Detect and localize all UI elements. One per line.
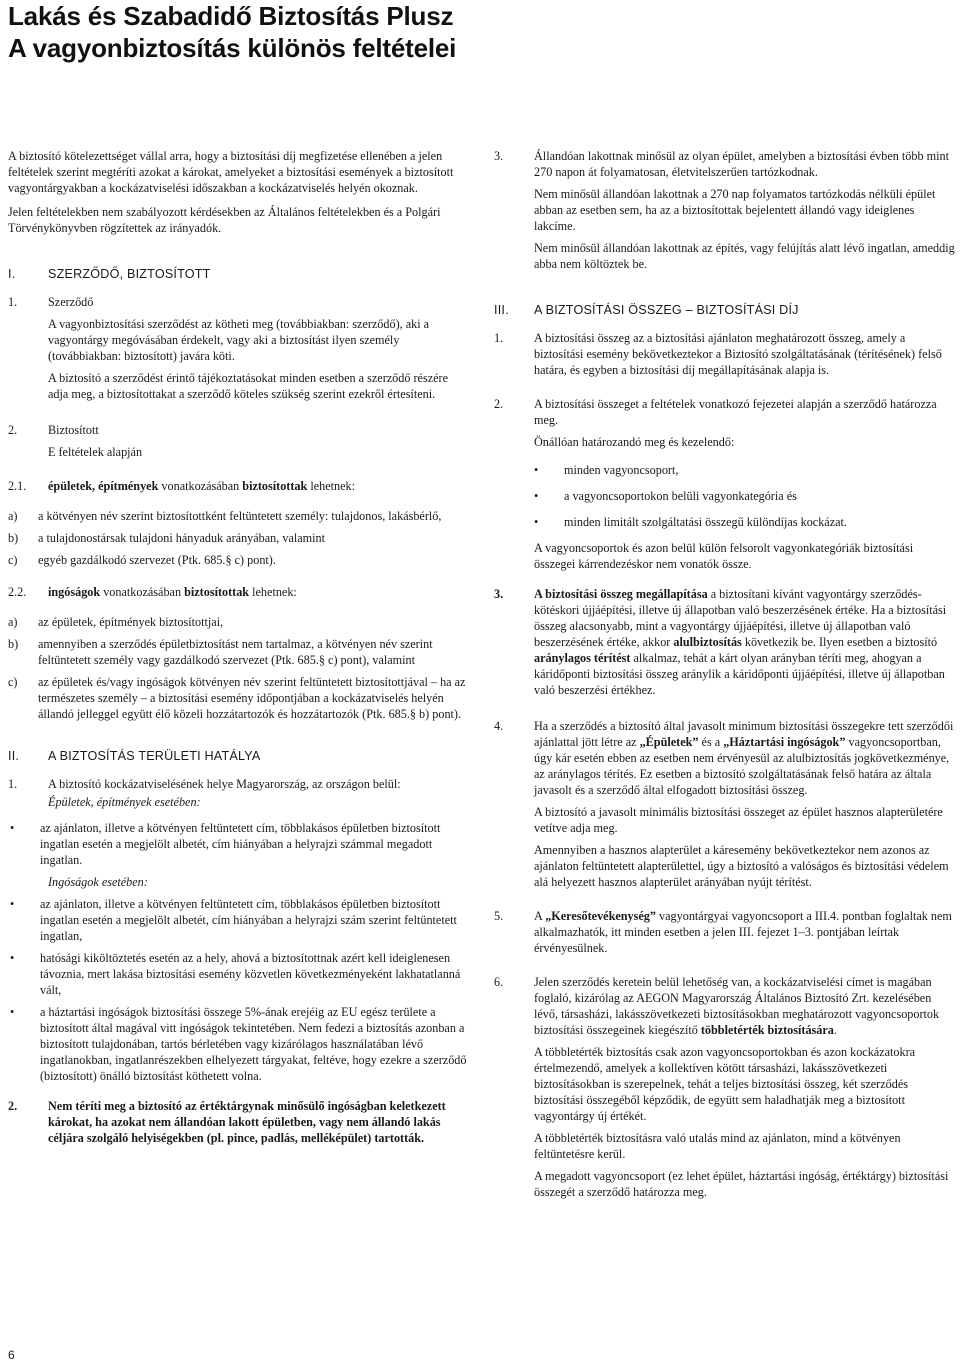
item-paragraph: E feltételek alapján (48, 445, 143, 459)
item-paragraph: Ha a szerződés a biztosító által javasolt minimum biztosítási összegekre tett szerződői ajánlattal jött létre az „Épületek” és a „Háztartási ingóságok” vagyoncsoportban, úgy kár esetén ebben az esetben nem érvényesül az alulbiztosítás jogkövetkezménye, az aránylagos térítés. Ez esetben a biztosító szolgáltatásának felső határa az általa javasolt és a szerződő által elfogadott biztosítási összeg. (534, 719, 954, 797)
item-2-1: 2.1. épületek, építmények vonatkozásában biztosítottak lehetnek: (8, 478, 470, 500)
item-osszeg-6: 6. Jelen szerződés keretein belül lehetőség van, a kockázatviselési címet is magában foglaló, kizárólag az AEGON Magyarország Általános Biztosító Zrt. kezelésében lévő, társasházi, lakásszövetkezeti biztosításokban meghatározott vagyoncsoportok biztosítási összegeinek kiegészítő többletérték biztosítására. A többletérték biztosítás csak azon vagyoncsoportokban és azon kockázatokra értelmezendő, amelyek a kollektíven kötött társasházi, lakásszövetkezeti biztosításokban is szerepelnek, tehát a teljes biztosítási összeg, két szerződés biztosítási összegéből képződik, de együtt sem haladhatják meg a biztosított vagyontárgy új értékét. A többletérték biztosításra való utalás mind az ajánlaton, mind a kötvényen feltüntetésre kerül. A megadott vagyoncsoport (ez lehet épület, háztartási ingóság, értéktárgy) biztosítási összegét a szerződő határozza meg. (494, 974, 956, 1206)
item-paragraph: épületek, építmények vonatkozásában biztosítottak lehetnek: (48, 479, 356, 493)
bullet-item: • a háztartási ingóságok biztosítási összege 5%-ának erejéig az EU egész területe a biztosított által magával vitt ingóságok tekintetében. Nem fedezi a biztosítás azonban a biztosított tulajdonában, tartós bérletében vagy kizárólagos használatában lévő ingatlanokban, ingatlanrészekben elhelyezett tárgyakat, feltéve, hogy ezekre a szerződő (biztosított) önálló biztosítást köthetett volna. (10, 1005, 467, 1083)
item-paragraph: Állandóan lakottnak minősül az olyan épület, amelyben a biztosítási évben több mint 270 napon át folyamatosan, életvitelszerűen tartózkodnak. (534, 149, 949, 179)
item-teruleti-2: 2. Nem téríti meg a biztosító az értéktárgynak minősülő ingóságban keletkezett károkat, ha azokat nem állandóan lakott épületben, vagy nem állandó lakás céljára szolgáló helyiségekben (pl. pince, padlás, melléképület) tartották. (8, 1098, 470, 1152)
right-column (494, 148, 956, 1214)
item-osszeg-2: 2. A biztosítási összeget a feltételek vonatkozó fejezetei alapján a szerződő határozza meg. Önállóan határozandó meg és kezelendő: (494, 396, 956, 456)
item-paragraph: A többletérték biztosítás csak azon vagyoncsoportokban és azon kockázatokra értelmezendő, amelyek a kollektíven kötött társasházi, lakásszövetkezeti biztosításokban is szerepelnek, tehát a teljes biztosítási összeg, két szerződés biztosítási összegéből képződik, de együtt sem haladhatják meg a biztosított vagyontárgy új értékét. (534, 1045, 916, 1123)
item-paragraph: A vagyoncsoportok és azon belül külön felsorolt vagyonkategóriák biztosítási összegei kárrendezéskor nem vonatók össze. (534, 541, 914, 571)
item-paragraph: A biztosító a szerződést érintő tájékoztatásokat minden esetben a szerződő részére adja meg, a biztosítottakat a szerződő köteles szükség szerint ezekről értesíteni. (48, 371, 448, 401)
item-szerzodo: 1. Szerződő A vagyonbiztosítási szerződést az kötheti meg (továbbiakban: szerződő), aki a vagyontárgy megóvásában érdekelt, vagy aki a biztosítást ilyen személy (továbbiakban: biztosított) javára köti. A biztosító a szerződést érintő tájékoztatásokat minden esetben a szerződő részére adja meg, a biztosítottakat a szerződő köteles szükség szerint ezekről értesíteni. (8, 294, 470, 408)
bullet-item: • hatósági kiköltöztetés esetén az a hely, ahová a biztosítottnak azért kell ideiglenesen távoznia, mert lakása biztosítási esemény közvetlen következményeként lakhatatlanná vált, (10, 951, 461, 997)
item-biztositott: 2. Biztosított E feltételek alapján (8, 422, 470, 466)
item-osszeg-5: 5. A „Keresőtevékenység” vagyontárgyai vagyoncsoport a III.4. pontban foglaltak nem alkalmazhatók, itt minden esetben a jelen III. fejezet 1–3. pontjában leírtak érvényesülnek. (494, 908, 956, 962)
item-title: Szerződő (48, 295, 94, 309)
item-paragraph: Önállóan határozandó meg és kezelendő: (534, 435, 735, 449)
item-allandoan-lakott: 3. Állandóan lakottnak minősül az olyan épület, amelyben a biztosítási évben több mint 270 napon át folyamatosan, életvitelszerűen tartózkodnak. Nem minősül állandóan lakottnak a 270 nap folyamatos tartózkodás nélküli épület abban az esetben sem, ha az a biztosítottak bejelentett állandó vagy ideiglenes lakcíme. Nem minősül állandóan lakottnak az építés, vagy felújítás alatt lévő ingatlan, ameddig abba nem költöztek be. (494, 149, 955, 271)
item-paragraph: A biztosító kockázatviselésének helye Magyarország, az országon belül: (48, 777, 401, 791)
item-paragraph: A biztosító a javasolt minimális biztosítási összeget az épület hasznos alapterületére vetítve adja meg. (534, 805, 943, 835)
item-paragraph: A megadott vagyoncsoport (ez lehet épület, háztartási ingóság, értéktárgy) biztosítási összegét a szerződő határozza meg. (534, 1169, 949, 1199)
section-heading-1: I. SZERZŐDŐ, BIZTOSÍTOTT (8, 267, 211, 281)
ingosag-label: Ingóságok esetében: (48, 875, 148, 889)
left-column (8, 148, 470, 1160)
intro-paragraph-1: A biztosító kötelezettséget vállal arra, hogy a biztosítási díj megfizetése ellenében a jelen feltételek szerint megtéríti azokat a károkat, amelyeket a biztosítási események a biztosított vagyontárgyakban a kockázatviselési időszakban a kockázatviselés helyén okoznak. (8, 149, 454, 195)
bullet-item: • az ajánlaton, illetve a kötvényen feltüntetett cím, többlakásos épületben biztosított ingatlan esetén a megjelölt albetét, cím hiányában a helyrajzi szám szerint feltüntetett ingatlan, (10, 897, 457, 943)
item-paragraph: Nem téríti meg a biztosító az értéktárgynak minősülő ingóságban keletkezett károkat, ha azokat nem állandóan lakott épületben, vagy nem állandó lakás céljára szolgáló helyiségekben (pl. pince, padlás, melléképület) tartották. (48, 1099, 446, 1145)
intro-paragraph-2: Jelen feltételekben nem szabályozott kérdésekben az Általános feltételekben és a Polgári Törvénykönyvben rögzítettek az irányadók. (8, 205, 441, 235)
page-number: 6 (8, 1348, 15, 1362)
sub-item: b) a tulajdonostársak tulajdoni hányaduk arányában, valamint (8, 531, 325, 545)
item-osszeg-1: 1. A biztosítási összeg az a biztosítási ajánlaton meghatározott összeg, amely a biztosítási esemény bekövetkeztekor a Biztosító szolgáltatásának (térítésének) felső határa, és egyben a biztosítási díj megállapításának alapja is. (494, 330, 956, 384)
sub-item: a) a kötvényen név szerint biztosítottként feltüntetett személy: tulajdonos, lakásbérlő, (8, 509, 442, 523)
sub-item: b) amennyiben a szerződés épületbiztosítást nem tartalmaz, a kötvényen név szerint feltüntetett személy vagy gazdálkodó szervezet (Ptk. 685.§ c) pont), valamint (8, 637, 433, 667)
item-paragraph: A biztosítási összeget a feltételek vonatkozó fejezetei alapján a szerződő határozza meg. (534, 397, 937, 427)
sub-item: c) az épületek és/vagy ingóságok kötvényen név szerint feltüntetett biztosítottjával – ha az természetes személy – a biztosítási esemény időpontjában a kockázatviselés helyén állandó jelleggel együtt élő közeli hozzátartozók és hozzátartozók (Ptk. 685.§ b) pont). (8, 675, 466, 721)
item-paragraph: Nem minősül állandóan lakottnak a 270 nap folyamatos tartózkodás nélküli épület abban az esetben sem, ha az a biztosítottak bejelentett állandó vagy ideiglenes lakcíme. (534, 187, 936, 233)
item-paragraph: A biztosítási összeg megállapítása a biztosítani kívánt vagyontárgy szerződés-kötéskori újjáépítési, illetve új állapotban való beszerzésének értéke. Ha a biztosítási összeg alacsonyabb, mint a vagyontárgy újjáépítési, illetve új állapotban való beszerzésének értéke, akkor alulbiztosítás következik be. Ilyen esetben a biztosító aránylagos térítést alkalmaz, tehát a kárt olyan arányban téríti meg, ahogyan a káridőponti biztosítási összeg aránylik a káridőponti újjáépítési, illetve új állapotban való beszerzési értékhez. (534, 587, 947, 697)
item-paragraph: A többletérték biztosításra való utalás mind az ajánlaton, mind a kötvényen feltüntetésre kerül. (534, 1131, 901, 1161)
sub-item: a) az épületek, építmények biztosítottjai, (8, 615, 224, 629)
item-paragraph: Nem minősül állandóan lakottnak az építés, vagy felújítás alatt lévő ingatlan, ameddig abba nem költöztek be. (534, 241, 955, 271)
section-heading-3: III. A BIZTOSÍTÁSI ÖSSZEG – BIZTOSÍTÁSI DÍJ (494, 303, 799, 317)
epulet-label: Épületek, építmények esetében: (48, 795, 201, 809)
item-osszeg-3: 3. A biztosítási összeg megállapítása a biztosítani kívánt vagyontárgy szerződés-kötéskori újjáépítési, illetve új állapotban való beszerzésének értéke. Ha a biztosítási összeg alacsonyabb, mint a vagyontárgy újjáépítési, illetve új állapotban való beszerzésének értéke, akkor alulbiztosítás következik be. Ilyen esetben a biztosító aránylagos térítést alkalmaz, tehát a kárt olyan arányban téríti meg, ahogyan a káridőponti biztosítási összeg aránylik a káridőponti újjáépítési, illetve új állapotban való beszerzési értékhez. (494, 586, 956, 704)
item-2-2: 2.2. ingóságok vonatkozásában biztosítottak lehetnek: (8, 584, 470, 606)
item-paragraph: A biztosítási összeg az a biztosítási ajánlaton meghatározott összeg, amely a biztosítási esemény bekövetkeztekor a Biztosító szolgáltatásának (térítésének) felső határa, és egyben a biztosítási díj megállapításának alapja is. (534, 331, 942, 377)
bullet-item: • az ajánlaton, illetve a kötvényen feltüntetett cím, többlakásos épületben biztosított ingatlan esetén a megjelölt albetét, cím hiányában a helyrajzi számmal megadott ingatlan. (10, 821, 441, 867)
title-block (8, 0, 948, 64)
item-paragraph: ingóságok vonatkozásában biztosítottak lehetnek: (48, 585, 297, 599)
item-paragraph: Jelen szerződés keretein belül lehetőség van, a kockázatviselési címet is magában foglaló, kizárólag az AEGON Magyarország Általános Biztosító Zrt. kezelésében lévő, társasházi, lakásszövetkezeti biztosításokban meghatározott vagyoncsoportok biztosítási összegeinek kiegészítő többletérték biztosítására. (534, 975, 940, 1037)
bullet-item: • minden limitált szolgáltatási összegű különdíjas kockázat. (534, 515, 847, 529)
document-title: Lakás és Szabadidő Biztosítás Plusz (8, 1, 454, 31)
sub-item: c) egyéb gazdálkodó szervezet (Ptk. 685.§ c) pont). (8, 553, 276, 567)
item-paragraph: Amennyiben a hasznos alapterület a káresemény bekövetkeztekor nem azonos az ajánlaton feltüntetett alapterülettel, úgy a biztosító a valóságos és biztosítási védelem alá helyezett hasznos alapterület arányában nyújt térítést. (534, 843, 949, 889)
section-heading-2: II. A BIZTOSÍTÁS TERÜLETI HATÁLYA (8, 749, 261, 763)
item-teruleti-1: 1. A biztosító kockázatviselésének helye Magyarország, az országon belül: Épületek, építmények esetében: (8, 776, 470, 814)
item-paragraph: A „Keresőtevékenység” vagyontárgyai vagyoncsoport a III.4. pontban foglaltak nem alkalmazhatók, itt minden esetben a jelen III. fejezet 1–3. pontjában leírtak érvényesülnek. (534, 909, 952, 955)
item-osszeg-4: 4. Ha a szerződés a biztosító által javasolt minimum biztosítási összegekre tett szerződői ajánlattal jött létre az „Épületek” és a „Háztartási ingóságok” vagyoncsoportban, úgy kár esetén ebben az esetben nem érvényesül az alulbiztosítás jogkövetkezménye, az aránylagos térítés. Ez esetben a biztosító szolgáltatásának felső határa az általa javasolt és a szerződő által elfogadott biztosítási összeg. A biztosító a javasolt minimális biztosítási összeget az épület hasznos alapterületére vetítve adja meg. Amennyiben a hasznos alapterület a káresemény bekövetkeztekor nem azonos az ajánlaton feltüntetett alapterülettel, úgy a biztosító a valóságos és biztosítási védelem alá helyezett hasznos alapterület arányában nyújt térítést. (494, 718, 956, 896)
bullet-item: • a vagyoncsoportokon belüli vagyonkategória és (534, 489, 797, 503)
document-subtitle: A vagyonbiztosítás különös feltételei (8, 33, 457, 63)
bullet-item: • minden vagyoncsoport, (534, 463, 679, 477)
item-paragraph: A vagyonbiztosítási szerződést az kötheti meg (továbbiakban: szerződő), aki a vagyontárgy megóvásában érdekelt, vagy aki a biztosítást ilyen személy (továbbiakban: biztosított) javára köti. (48, 317, 430, 363)
item-title: Biztosított (48, 423, 99, 437)
